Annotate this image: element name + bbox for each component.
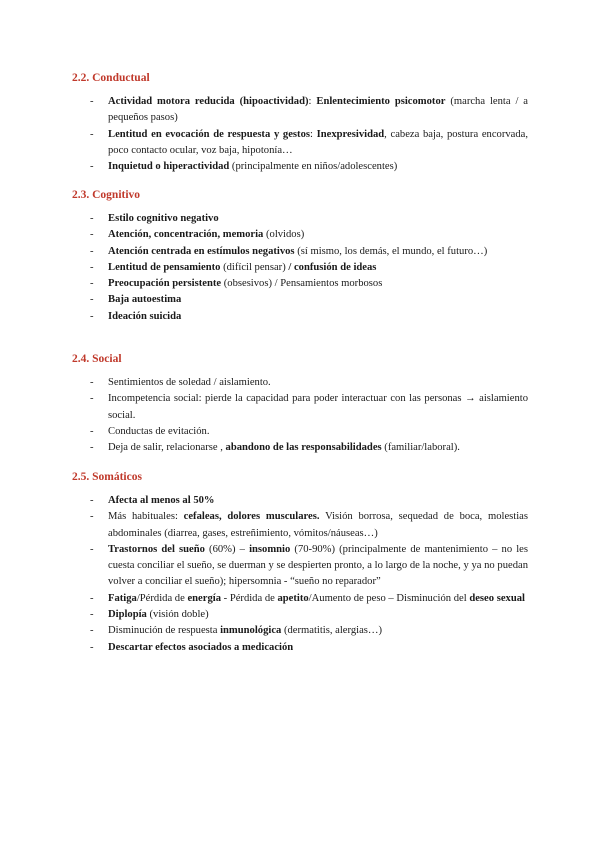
list-item [72,640,528,656]
bold-text: Descartar efectos asociados a medicación [108,641,294,653]
text: (visión doble) [146,609,209,621]
bold-text: Preocupación persistente [108,278,222,290]
list-item [72,127,528,160]
list-item [72,94,528,127]
bold-text: inmunológica [220,625,282,637]
bold-text: Atención centrada en estímulos negativos [108,245,295,257]
bullet-dash: - [90,229,94,241]
bold-text: apetito [277,592,309,604]
list-item [72,292,528,308]
bullet-dash: - [90,609,94,621]
bullet-dash: - [90,442,94,454]
bullet-dash: - [90,425,94,437]
bullet-dash: - [90,161,94,173]
list-item [72,211,528,227]
bullet-dash: - [90,278,94,290]
list-item [72,623,528,639]
list-item [72,440,528,456]
text: Deja de salir, relacionarse , [108,442,226,454]
list-item [72,493,528,509]
bullet-dash: - [90,511,94,523]
bullet-list [72,493,528,656]
bullet-dash: - [90,96,94,107]
text: Más habituales: [108,511,184,523]
text: - Pérdida de [221,592,278,604]
text: (marcha lenta / a pequeños pasos) [108,96,529,124]
list-item [72,244,528,260]
bold-text: Baja autoestima [108,294,182,306]
list-item [72,391,528,424]
bold-text: / confusión de ideas [288,261,377,273]
list-item [72,509,528,542]
list-item [72,375,528,391]
bold-text: Inexpresividad [316,128,385,140]
bullet-list [72,375,528,456]
bold-text: Enlentecimiento psicomotor [316,96,446,107]
bullet-dash: - [90,294,94,306]
bold-text: abandono de las responsabilidades [225,442,382,454]
bullet-dash: - [90,245,94,257]
bullet-dash: - [90,592,94,604]
bold-text: Trastornos del sueño [108,543,205,555]
text: (familiar/laboral). [381,442,460,454]
bold-text: Actividad motora reducida (hipoactividad) [108,96,309,107]
bold-text: Lentitud en evocación de respuesta y gestos [108,128,310,140]
text: , cabeza baja, postura encorvada, poco contacto ocular, voz baja, hipotonía… [108,128,528,156]
section-conductual [72,70,528,175]
bullet-dash: - [90,261,94,273]
bullet-dash: - [90,641,94,653]
text: Incompetencia social: pierde la capacidad para poder interactuar con las personas → aislamiento social. [108,393,528,421]
bold-text: Inquietud o hiperactividad [108,161,230,173]
bullet-dash: - [90,625,94,637]
list-item [72,424,528,440]
bold-text: Ideación suicida [108,310,182,322]
text: (obsesivos) / Pensamientos morbosos [221,278,383,290]
bold-text: insomnio [249,543,291,555]
bullet-dash: - [90,310,94,322]
section-cognitivo [72,187,528,325]
bold-text: cefaleas, dolores musculares. [183,511,320,523]
section-social [72,351,528,456]
text: : [308,96,317,107]
list-item [72,607,528,623]
list-item [72,542,528,591]
section-heading: 2.4. Social [72,353,122,365]
list-item [72,227,528,243]
bullet-dash: - [90,495,94,506]
section-somaticos [72,469,528,656]
text: Visión borrosa, sequedad de boca, molestias abdominales (diarrea, gases, estreñimiento, vómitos/náuseas…) [108,511,528,539]
section-heading: 2.5. Somáticos [72,471,142,483]
text: (60%) – [204,543,250,555]
section-heading: 2.2. Conductual [72,72,150,84]
text: (principalmente en niños/adolescentes) [229,161,398,173]
bold-text: Atención, concentración, memoria [108,229,264,241]
bold-text: Estilo cognitivo negativo [108,213,219,224]
bullet-dash: - [90,213,94,224]
text: (olvidos) [263,229,305,241]
list-item [72,591,528,607]
bullet-dash: - [90,393,94,405]
bold-text: Lentitud de pensamiento [108,261,221,273]
text: Sentimientos de soledad / aislamiento. [108,377,271,388]
text: Disminución de respuesta [108,625,221,637]
text: Conductas de evitación. [108,425,210,437]
text: (70-90%) (principalmente de mantenimiento – no les cuesta conciliar el sueño, se duerman y se despierten pronto, a lo largo de la noche, y ya no puedan volver a conciliar el sueño); hipersomnia - “sueño no reparador” [108,543,529,588]
bullet-dash: - [90,543,94,555]
section-heading: 2.3. Cognitivo [72,189,141,201]
bold-text: energía [187,592,221,604]
bullet-dash: - [90,128,94,140]
text: /Aumento de peso – Disminución del [308,592,470,604]
text: /Pérdida de [136,592,188,604]
text: : [310,128,317,140]
bold-text: Afecta al menos al 50% [108,495,215,506]
list-item [72,276,528,292]
bold-text: Fatiga [108,592,137,604]
bullet-dash: - [90,377,94,388]
bullet-list [72,211,528,325]
list-item [72,260,528,276]
text: (difícil pensar) [220,261,289,273]
bold-text: deseo sexual [469,592,525,604]
bold-text: Diplopía [108,609,147,621]
text: (sí mismo, los demás, el mundo, el futuro…) [294,245,488,257]
list-item [72,159,528,175]
list-item [72,309,528,325]
bullet-list [72,94,528,175]
text: (dermatitis, alergias…) [281,625,383,637]
